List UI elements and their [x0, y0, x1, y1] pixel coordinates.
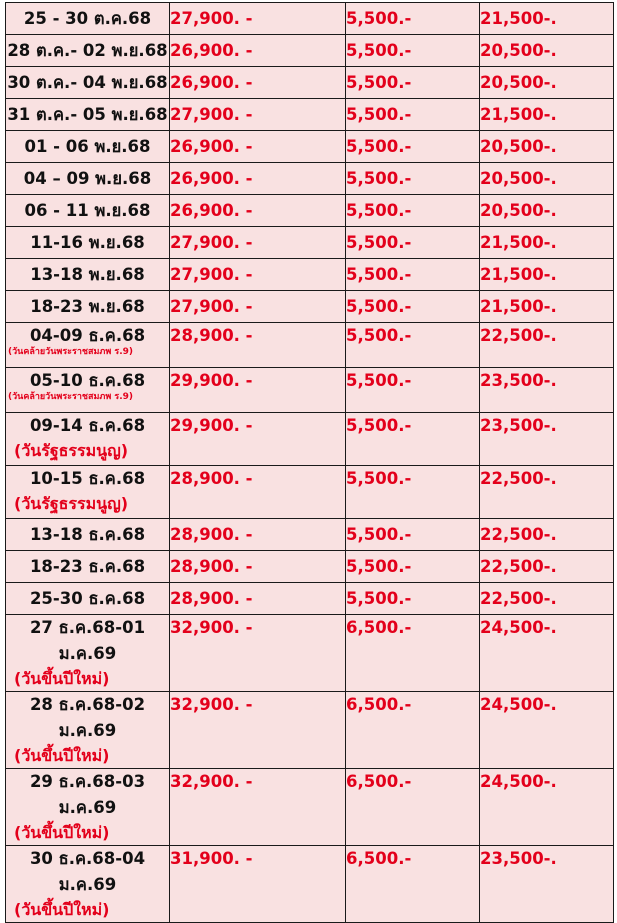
table-row	[6, 413, 614, 466]
adult-price: 26,900. -	[170, 67, 346, 99]
child-price: 22,500-.	[480, 519, 614, 551]
holiday-note: (วันขึ้นปีใหม่)	[14, 746, 110, 765]
single-supplement: 5,500.-	[346, 131, 480, 163]
departure-date: 11-16 พ.ย.68	[6, 227, 170, 259]
adult-price: 27,900. -	[170, 291, 346, 323]
single-supplement: 5,500.-	[346, 259, 480, 291]
table-row	[6, 195, 614, 227]
departure-date: 30 ธ.ค.68-04 ม.ค.69	[29, 849, 146, 894]
table-row	[6, 846, 614, 923]
departure-date: 18-23 พ.ย.68	[6, 291, 170, 323]
table-row	[6, 35, 614, 67]
departure-date-cell	[6, 323, 170, 368]
price-table-body	[6, 3, 614, 923]
departure-date: 04-09 ธ.ค.68	[29, 326, 146, 345]
table-row	[6, 323, 614, 368]
departure-date: 06 - 11 พ.ย.68	[6, 195, 170, 227]
single-supplement: 5,500.-	[346, 323, 480, 368]
single-supplement: 6,500.-	[346, 615, 480, 692]
table-row	[6, 466, 614, 519]
departure-date: 31 ต.ค.- 05 พ.ย.68	[6, 99, 170, 131]
single-supplement: 5,500.-	[346, 413, 480, 466]
adult-price: 32,900. -	[170, 692, 346, 769]
child-price: 21,500-.	[480, 3, 614, 35]
single-supplement: 5,500.-	[346, 195, 480, 227]
adult-price: 28,900. -	[170, 551, 346, 583]
departure-date: 30 ต.ค.- 04 พ.ย.68	[6, 67, 170, 99]
child-price: 20,500-.	[480, 163, 614, 195]
child-price: 21,500-.	[480, 259, 614, 291]
table-row	[6, 99, 614, 131]
departure-date: 13-18 พ.ย.68	[6, 259, 170, 291]
departure-date: 09-14 ธ.ค.68	[29, 416, 146, 435]
single-supplement: 5,500.-	[346, 3, 480, 35]
adult-price: 26,900. -	[170, 35, 346, 67]
single-supplement: 6,500.-	[346, 692, 480, 769]
child-price: 22,500-.	[480, 583, 614, 615]
table-row	[6, 131, 614, 163]
child-price: 23,500-.	[480, 413, 614, 466]
adult-price: 32,900. -	[170, 615, 346, 692]
child-price: 20,500-.	[480, 131, 614, 163]
single-supplement: 5,500.-	[346, 227, 480, 259]
single-supplement: 5,500.-	[346, 99, 480, 131]
departure-date: 01 - 06 พ.ย.68	[6, 131, 170, 163]
holiday-note: (วันขึ้นปีใหม่)	[14, 823, 110, 842]
table-row	[6, 551, 614, 583]
departure-date-cell	[6, 692, 170, 769]
adult-price: 29,900. -	[170, 413, 346, 466]
holiday-note: (วันรัฐธรรมนูญ)	[14, 494, 129, 513]
adult-price: 26,900. -	[170, 131, 346, 163]
table-row	[6, 227, 614, 259]
adult-price: 26,900. -	[170, 195, 346, 227]
child-price: 22,500-.	[480, 466, 614, 519]
departure-date: 28 ธ.ค.68-02 ม.ค.69	[29, 695, 146, 740]
holiday-note: (วันคล้ายวันพระราชสมภพ ร.9)	[8, 392, 134, 402]
adult-price: 28,900. -	[170, 466, 346, 519]
adult-price: 27,900. -	[170, 99, 346, 131]
table-row	[6, 259, 614, 291]
child-price: 20,500-.	[480, 67, 614, 99]
departure-date: 04 – 09 พ.ย.68	[6, 163, 170, 195]
child-price: 24,500-.	[480, 769, 614, 846]
table-row	[6, 519, 614, 551]
single-supplement: 5,500.-	[346, 551, 480, 583]
adult-price: 27,900. -	[170, 227, 346, 259]
departure-date-cell	[6, 846, 170, 923]
adult-price: 27,900. -	[170, 259, 346, 291]
child-price: 22,500-.	[480, 323, 614, 368]
table-row	[6, 692, 614, 769]
single-supplement: 5,500.-	[346, 583, 480, 615]
price-table	[5, 2, 614, 923]
child-price: 24,500-.	[480, 615, 614, 692]
table-row	[6, 368, 614, 413]
adult-price: 28,900. -	[170, 583, 346, 615]
departure-date: 28 ต.ค.- 02 พ.ย.68	[6, 35, 170, 67]
child-price: 23,500-.	[480, 846, 614, 923]
holiday-note: (วันรัฐธรรมนูญ)	[14, 441, 129, 460]
departure-date: 25-30 ธ.ค.68	[6, 583, 170, 615]
single-supplement: 5,500.-	[346, 368, 480, 413]
child-price: 23,500-.	[480, 368, 614, 413]
holiday-note: (วันขึ้นปีใหม่)	[14, 669, 110, 688]
child-price: 21,500-.	[480, 291, 614, 323]
adult-price: 31,900. -	[170, 846, 346, 923]
departure-date: 27 ธ.ค.68-01 ม.ค.69	[29, 618, 146, 663]
child-price: 21,500-.	[480, 99, 614, 131]
adult-price: 29,900. -	[170, 368, 346, 413]
adult-price: 26,900. -	[170, 163, 346, 195]
single-supplement: 6,500.-	[346, 769, 480, 846]
departure-date: 10-15 ธ.ค.68	[29, 469, 146, 488]
adult-price: 32,900. -	[170, 769, 346, 846]
single-supplement: 5,500.-	[346, 67, 480, 99]
departure-date: 29 ธ.ค.68-03 ม.ค.69	[29, 772, 146, 817]
departure-date-cell	[6, 769, 170, 846]
departure-date-cell	[6, 368, 170, 413]
holiday-note: (วันขึ้นปีใหม่)	[14, 900, 110, 919]
departure-date-cell	[6, 615, 170, 692]
table-row	[6, 583, 614, 615]
single-supplement: 5,500.-	[346, 291, 480, 323]
adult-price: 28,900. -	[170, 519, 346, 551]
departure-date-cell	[6, 466, 170, 519]
child-price: 24,500-.	[480, 692, 614, 769]
table-row	[6, 615, 614, 692]
table-row	[6, 769, 614, 846]
single-supplement: 5,500.-	[346, 163, 480, 195]
departure-date: 13-18 ธ.ค.68	[6, 519, 170, 551]
child-price: 20,500-.	[480, 35, 614, 67]
table-row	[6, 67, 614, 99]
child-price: 20,500-.	[480, 195, 614, 227]
departure-date: 05-10 ธ.ค.68	[29, 371, 146, 390]
child-price: 21,500-.	[480, 227, 614, 259]
single-supplement: 5,500.-	[346, 466, 480, 519]
table-row	[6, 291, 614, 323]
child-price: 22,500-.	[480, 551, 614, 583]
single-supplement: 6,500.-	[346, 846, 480, 923]
holiday-note: (วันคล้ายวันพระราชสมภพ ร.9)	[8, 347, 134, 357]
departure-date: 18-23 ธ.ค.68	[6, 551, 170, 583]
single-supplement: 5,500.-	[346, 519, 480, 551]
adult-price: 28,900. -	[170, 323, 346, 368]
table-row	[6, 163, 614, 195]
departure-date: 25 - 30 ต.ค.68	[6, 3, 170, 35]
departure-date-cell	[6, 413, 170, 466]
single-supplement: 5,500.-	[346, 35, 480, 67]
table-row	[6, 3, 614, 35]
adult-price: 27,900. -	[170, 3, 346, 35]
